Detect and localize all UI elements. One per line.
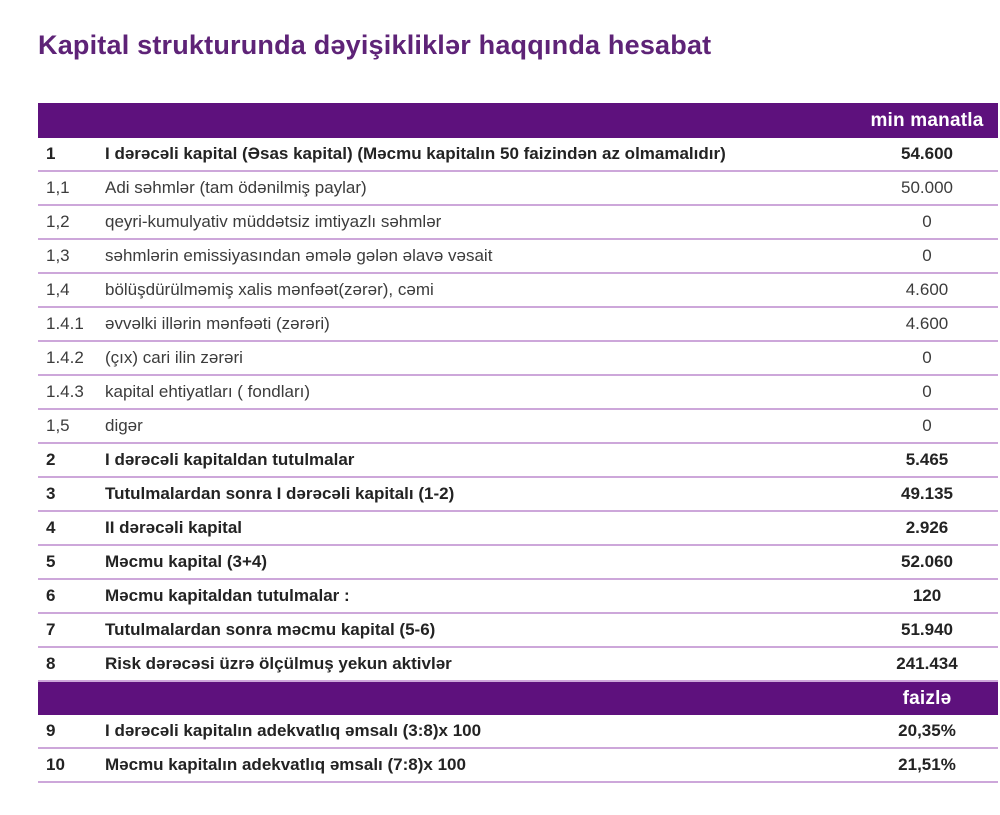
row-number: 1,1 — [46, 178, 70, 197]
table-row — [38, 308, 998, 342]
table-row — [38, 512, 998, 546]
row-number: 1.4.2 — [46, 348, 84, 367]
page-title: Kapital strukturunda dəyişikliklər haqqında hesabat — [38, 30, 712, 60]
row-number: 2 — [46, 450, 56, 469]
row-value: 0 — [922, 212, 932, 231]
row-number: 6 — [46, 586, 56, 605]
table-row — [38, 715, 998, 749]
row-value: 20,35% — [898, 721, 956, 740]
table-row — [38, 580, 998, 614]
table-row — [38, 138, 998, 172]
table-row — [38, 376, 998, 410]
row-value: 51.940 — [901, 620, 953, 639]
table-row — [38, 274, 998, 308]
row-number: 7 — [46, 620, 56, 639]
row-number: 10 — [46, 755, 65, 774]
row-number: 1,4 — [46, 280, 70, 299]
row-value: 0 — [922, 382, 932, 401]
row-number: 1 — [46, 144, 56, 163]
row-label: Məcmu kapital (3+4) — [105, 552, 268, 571]
row-number: 1,3 — [46, 246, 70, 265]
table-row — [38, 478, 998, 512]
row-value: 49.135 — [901, 484, 953, 503]
row-label: I dərəcəli kapitalın adekvatlıq əmsalı (3:8)x 100 — [105, 721, 482, 740]
row-label: səhmlərin emissiyasından əmələ gələn əlavə vəsait — [105, 246, 493, 265]
row-value: 5.465 — [905, 450, 949, 469]
row-label: Məcmu kapitalın adekvatlıq əmsalı (7:8)x 100 — [105, 755, 466, 774]
row-number: 1.4.1 — [46, 314, 84, 333]
row-number: 5 — [46, 552, 56, 571]
row-value: 0 — [922, 416, 932, 435]
unit-header-bar — [38, 103, 998, 138]
table-row — [38, 240, 998, 274]
row-value: 0 — [922, 246, 932, 265]
table-row — [38, 444, 998, 478]
table-row — [38, 648, 998, 682]
table-row — [38, 172, 998, 206]
row-number: 4 — [46, 518, 56, 537]
table-row — [38, 410, 998, 444]
row-value: 50.000 — [901, 178, 953, 197]
row-label: Risk dərəcəsi üzrə ölçülmuş yekun aktivlər — [105, 654, 452, 673]
row-label: bölüşdürülməmiş xalis mənfəət(zərər), cəmi — [105, 280, 434, 299]
unit-header-label: min manatla — [870, 109, 984, 131]
row-label: kapital ehtiyatları ( fondları) — [105, 382, 311, 401]
row-label: digər — [105, 416, 143, 435]
table-row — [38, 206, 998, 240]
row-label: (çıx) cari ilin zərəri — [105, 348, 243, 367]
row-value: 54.600 — [901, 144, 953, 163]
row-number: 8 — [46, 654, 56, 673]
row-number: 3 — [46, 484, 56, 503]
row-label: I dərəcəli kapitaldan tutulmalar — [105, 450, 355, 469]
row-value: 4.600 — [905, 314, 949, 333]
row-value: 2.926 — [905, 518, 949, 537]
table-row — [38, 749, 998, 783]
percent-rows-group — [38, 715, 998, 783]
percent-header-label: faizlə — [902, 687, 952, 709]
main-rows-group — [38, 138, 998, 682]
row-value: 0 — [922, 348, 932, 367]
row-label: I dərəcəli kapital (Əsas kapital) (Məcmu kapitalın 50 faizindən az olmamalıdır) — [105, 144, 726, 163]
row-label: Tutulmalardan sonra I dərəcəli kapitalı (1-2) — [105, 484, 455, 503]
row-number: 1,5 — [46, 416, 70, 435]
row-value: 4.600 — [905, 280, 949, 299]
row-value: 241.434 — [896, 654, 958, 673]
table-row — [38, 546, 998, 580]
table-row — [38, 614, 998, 648]
percent-header-bar — [38, 682, 998, 715]
row-number: 1,2 — [46, 212, 70, 231]
row-number: 1.4.3 — [46, 382, 84, 401]
capital-structure-table — [38, 103, 998, 783]
row-label: qeyri-kumulyativ müddətsiz imtiyazlı səhmlər — [105, 212, 442, 231]
row-value: 120 — [912, 586, 942, 605]
row-label: II dərəcəli kapital — [105, 518, 243, 537]
row-value: 52.060 — [901, 552, 953, 571]
row-label: əvvəlki illərin mənfəəti (zərəri) — [105, 314, 330, 333]
row-number: 9 — [46, 721, 56, 740]
row-label: Məcmu kapitaldan tutulmalar : — [105, 586, 350, 605]
table-row — [38, 342, 998, 376]
row-value: 21,51% — [898, 755, 956, 774]
row-label: Tutulmalardan sonra məcmu kapital (5-6) — [105, 620, 436, 639]
row-label: Adi səhmlər (tam ödənilmiş paylar) — [105, 178, 367, 197]
